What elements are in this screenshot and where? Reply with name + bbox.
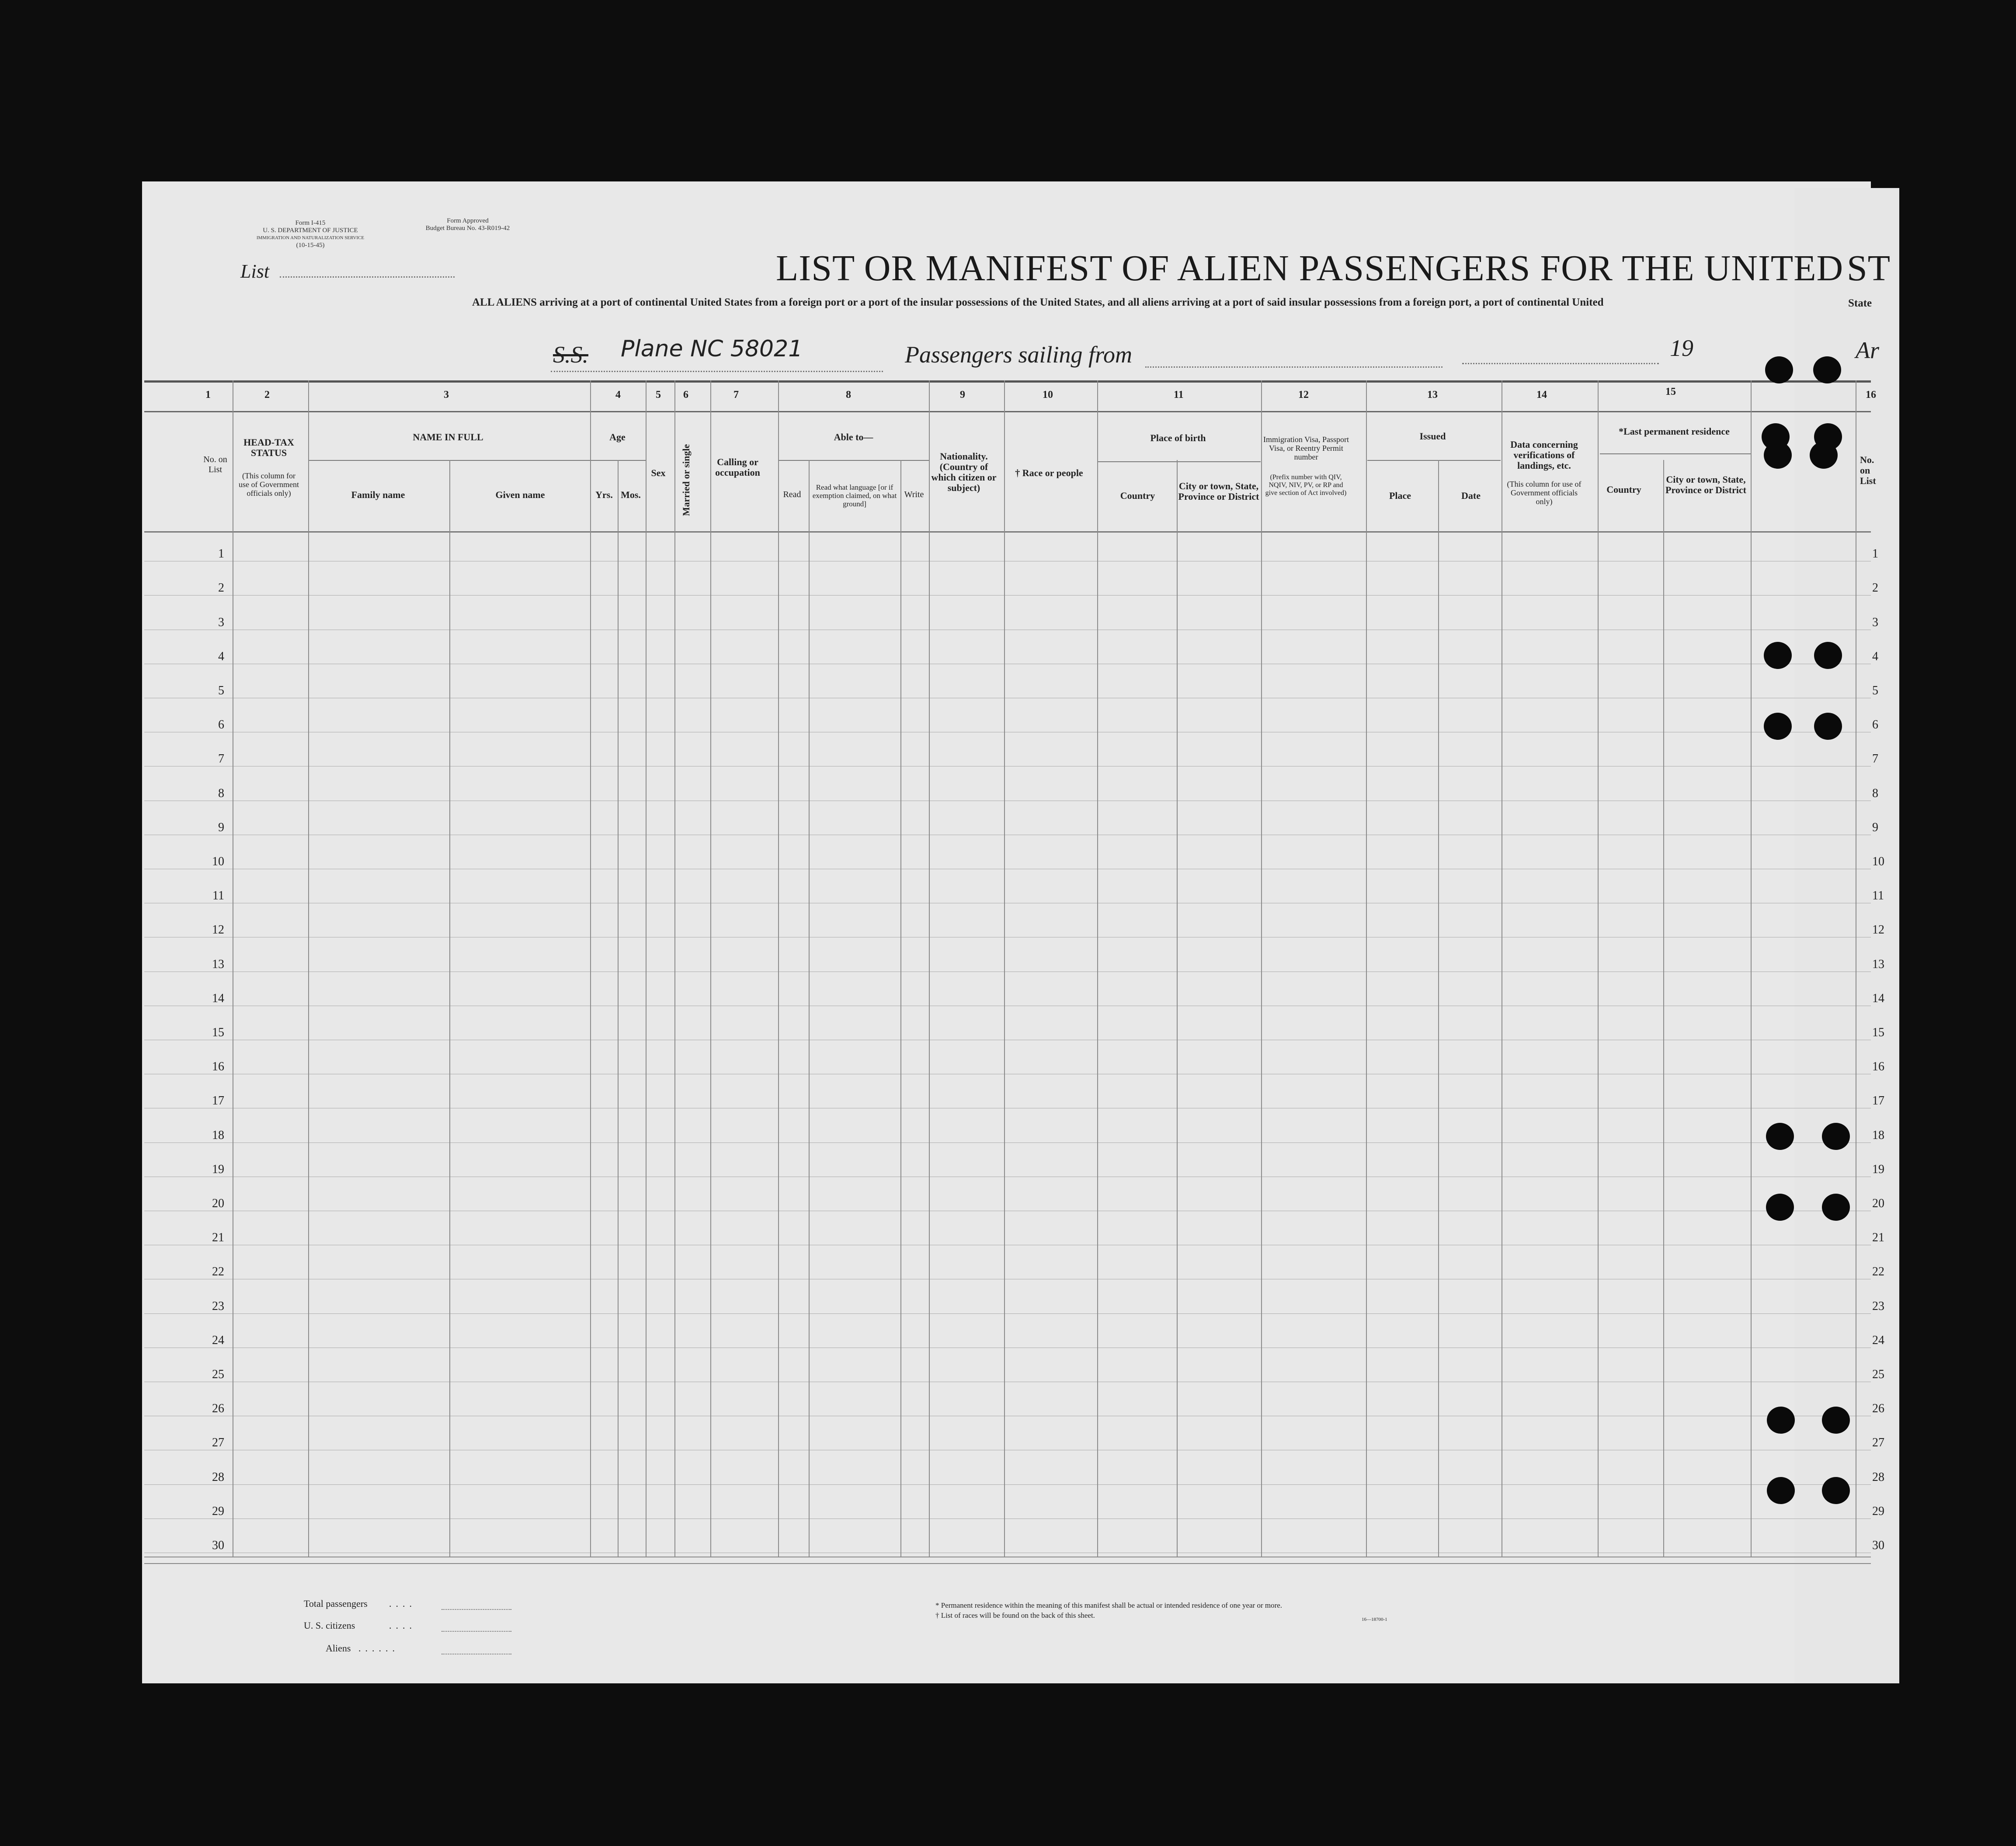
grid-rule — [308, 380, 309, 1557]
page-title-continued: ST — [1847, 248, 1891, 289]
heading-married-or-single: Married or single — [681, 444, 692, 516]
footer-aliens-dots: ...... — [358, 1643, 399, 1654]
grid-rule — [1663, 460, 1664, 1557]
punch-hole — [1767, 1407, 1795, 1434]
row-number: 16 — [212, 1060, 224, 1073]
row-number: 23 — [212, 1299, 224, 1313]
row-number: 30 — [212, 1539, 224, 1552]
grid-rule — [1751, 380, 1752, 1557]
heading-read-language: Read what language [or if exemption claimed, on what ground] — [812, 483, 897, 508]
budget-number: Budget Bureau No. 43-R019-42 — [425, 225, 510, 232]
heading-yrs: Yrs. — [595, 489, 613, 500]
footer-total-dots: .... — [389, 1598, 416, 1609]
grid-rule — [1600, 453, 1751, 454]
row-number: 27 — [212, 1436, 224, 1449]
list-label: List — [240, 261, 270, 282]
punch-hole — [1765, 356, 1793, 383]
row-number-right: 1 — [1872, 547, 1878, 561]
row-number: 6 — [218, 718, 224, 731]
row-number-right: 29 — [1872, 1505, 1884, 1518]
year-prefix: 19 — [1670, 335, 1693, 361]
punch-hole — [1767, 1477, 1795, 1504]
ss-label: S.S. — [553, 341, 588, 368]
footer-aliens-label: Aliens — [326, 1643, 351, 1654]
row-number: 18 — [212, 1128, 224, 1142]
heading-sex: Sex — [651, 467, 666, 478]
grid-rule — [1598, 380, 1599, 1557]
heading-able-to: Able to— — [834, 432, 873, 442]
list-number-line — [280, 276, 455, 278]
row-number: 3 — [218, 616, 224, 629]
punch-hole — [1764, 713, 1792, 740]
punch-hole — [1822, 1407, 1850, 1434]
row-number: 26 — [212, 1402, 224, 1415]
row-number: 8 — [218, 787, 224, 800]
row-number: 10 — [212, 855, 224, 868]
footer-citizens-dots: .... — [389, 1620, 416, 1631]
row-number-right: 5 — [1872, 684, 1878, 697]
row-number-right: 26 — [1872, 1402, 1884, 1415]
row-number-right: 15 — [1872, 1026, 1884, 1039]
col-num-8: 8 — [846, 389, 851, 401]
footer-total-line — [441, 1609, 511, 1610]
heading-name-in-full: NAME IN FULL — [413, 432, 483, 442]
heading-read: Read — [783, 490, 801, 499]
heading-last-residence: *Last permanent residence — [1619, 426, 1730, 437]
heading-no-on-list-right: No. on List — [1860, 454, 1876, 486]
punch-hole — [1766, 1194, 1794, 1221]
row-number: 21 — [212, 1231, 224, 1244]
col-num-3: 3 — [444, 389, 449, 401]
row-number-right: 19 — [1872, 1163, 1884, 1176]
approval-text: Form Approved — [447, 217, 489, 224]
row-number: 4 — [218, 650, 224, 663]
col-num-11: 11 — [1174, 389, 1184, 401]
page-subtitle-continued: State — [1848, 297, 1872, 309]
punch-hole — [1813, 356, 1841, 383]
row-number: 9 — [218, 821, 224, 834]
grid-rule — [674, 380, 675, 1557]
punch-hole — [1764, 642, 1792, 669]
row-number-right: 13 — [1872, 958, 1884, 971]
footer-print-code: 16—18700-1 — [1362, 1617, 1387, 1622]
row-number-right: 21 — [1872, 1231, 1884, 1244]
grid-rule — [900, 460, 901, 1557]
heading-head-tax: HEAD-TAX STATUS — [243, 437, 294, 458]
row-number-right: 30 — [1872, 1539, 1884, 1552]
grid-rule — [1366, 380, 1367, 1557]
punch-hole — [1814, 642, 1842, 669]
heading-write: Write — [904, 490, 924, 499]
grid-rule — [929, 380, 930, 1557]
grid-rule — [144, 531, 1871, 533]
col-num-15: 15 — [1665, 386, 1676, 397]
row-number-right: 10 — [1872, 855, 1884, 868]
row-number: 25 — [212, 1368, 224, 1381]
grid-rule — [1004, 380, 1005, 1557]
punch-hole — [1822, 1477, 1850, 1504]
heading-no-on-list: No. on List — [203, 455, 227, 474]
heading-race: † Race or people — [1015, 467, 1083, 478]
heading-visa: Immigration Visa, Passport Visa, or Reentry Permit number — [1263, 435, 1349, 461]
grid-rule — [778, 380, 779, 1557]
footer-note-races: † List of races will be found on the back of this sheet. — [935, 1611, 1095, 1620]
col-num-14: 14 — [1536, 389, 1547, 401]
row-number: 12 — [212, 923, 224, 937]
vessel-line — [551, 371, 883, 372]
grid-rule — [144, 1142, 1871, 1143]
grid-rule — [710, 380, 711, 1557]
grid-rule — [618, 460, 619, 1557]
col-num-12: 12 — [1298, 389, 1309, 401]
grid-rule — [144, 1313, 1871, 1314]
grid-rule — [1177, 460, 1178, 1557]
heading-calling: Calling or occupation — [715, 456, 760, 478]
footer-note-residence: * Permanent residence within the meaning of this manifest shall be actual or intended residence of one year or more. — [935, 1601, 1283, 1609]
grid-rule — [1367, 460, 1501, 461]
col-num-13: 13 — [1427, 389, 1438, 401]
grid-rule — [144, 380, 1871, 383]
footer-citizens-label: U. S. citizens — [304, 1620, 355, 1631]
row-number-right: 9 — [1872, 821, 1878, 834]
row-number: 14 — [212, 992, 224, 1005]
col-num-10: 10 — [1043, 389, 1053, 401]
row-number-right: 22 — [1872, 1265, 1884, 1278]
heading-data-concerning: Data concerning verifications of landings, etc. — [1510, 439, 1578, 471]
row-number-right: 18 — [1872, 1128, 1884, 1142]
page-title: LIST OR MANIFEST OF ALIEN PASSENGERS FOR THE UNITED — [776, 248, 1844, 289]
punch-hole — [1766, 1123, 1794, 1150]
heading-place-of-birth: Place of birth — [1150, 432, 1206, 443]
row-number-right: 24 — [1872, 1334, 1884, 1347]
row-number-right: 25 — [1872, 1368, 1884, 1381]
footer-total-label: Total passengers — [304, 1598, 368, 1609]
row-number-right: 8 — [1872, 787, 1878, 800]
sailing-port-line — [1145, 366, 1442, 368]
row-number: 24 — [212, 1334, 224, 1347]
page-subtitle: ALL ALIENS arriving at a port of continental United States from a foreign port or a port of the insular possessions of the United States, and all aliens arriving at a port of said insular possessions from a foreign port, a port of continental United — [472, 296, 1604, 308]
heading-head-tax-note: (This column for use of Government officials only) — [239, 471, 299, 498]
row-number: 13 — [212, 958, 224, 971]
punch-hole — [1810, 442, 1838, 469]
department-name: U. S. DEPARTMENT OF JUSTICE — [263, 227, 358, 234]
row-number: 7 — [218, 752, 224, 766]
sailing-date-line — [1462, 363, 1659, 364]
form-edition: (10-15-45) — [296, 242, 325, 249]
grid-rule — [590, 380, 591, 1557]
heading-visa-note: (Prefix number with QIV, NQIV, NIV, PV, or RP and give section of Act involved) — [1265, 474, 1347, 497]
service-name: IMMIGRATION AND NATURALIZATION SERVICE — [256, 235, 365, 240]
form-identifier — [236, 219, 385, 249]
heading-issued-place: Place — [1389, 490, 1411, 501]
row-number-right: 17 — [1872, 1094, 1884, 1108]
punch-hole — [1764, 442, 1792, 469]
col-num-7: 7 — [733, 389, 739, 401]
heading-issued-date: Date — [1461, 490, 1481, 501]
arrival-label-fragment: Ar — [1856, 337, 1879, 363]
row-number-right: 6 — [1872, 718, 1878, 731]
heading-residence-country: Country — [1606, 484, 1641, 495]
row-number: 5 — [218, 684, 224, 697]
heading-age: Age — [609, 432, 626, 442]
row-number-right: 3 — [1872, 616, 1878, 629]
grid-rule — [144, 411, 1871, 412]
heading-family-name: Family name — [351, 489, 405, 500]
col-num-9: 9 — [960, 389, 965, 401]
heading-nationality: Nationality. (Country of which citizen or subject) — [931, 451, 997, 493]
row-number-right: 23 — [1872, 1299, 1884, 1313]
row-number-right: 20 — [1872, 1197, 1884, 1210]
grid-rule — [144, 1563, 1871, 1564]
row-number-right: 28 — [1872, 1470, 1884, 1484]
col-num-4: 4 — [615, 389, 621, 401]
punch-hole — [1814, 713, 1842, 740]
manifest-sheet — [142, 181, 1871, 1683]
row-number-right: 27 — [1872, 1436, 1884, 1449]
heading-birth-country: Country — [1120, 490, 1155, 501]
form-number: Form I-415 — [295, 219, 326, 226]
heading-data-note: (This column for use of Government officials only) — [1507, 480, 1582, 506]
row-number: 11 — [212, 889, 224, 902]
row-number: 2 — [218, 581, 224, 595]
col-num-16: 16 — [1866, 389, 1876, 401]
heading-residence-city: City or town, State, Province or District — [1665, 474, 1746, 495]
row-number-right: 16 — [1872, 1060, 1884, 1073]
col-num-2: 2 — [264, 389, 270, 401]
row-number: 29 — [212, 1505, 224, 1518]
grid-rule — [144, 595, 1871, 596]
row-number-right: 11 — [1872, 889, 1884, 902]
heading-given-name: Given name — [495, 489, 545, 500]
row-number: 17 — [212, 1094, 224, 1108]
form-approval — [402, 217, 533, 232]
grid-rule — [1097, 380, 1098, 1557]
heading-mos: Mos. — [621, 489, 641, 500]
col-num-5: 5 — [656, 389, 661, 401]
punch-hole — [1822, 1123, 1850, 1150]
row-number-right: 14 — [1872, 992, 1884, 1005]
heading-birth-city: City or town, State, Province or District — [1178, 481, 1259, 502]
heading-issued: Issued — [1419, 431, 1446, 442]
row-number: 15 — [212, 1026, 224, 1039]
grid-rule — [1438, 460, 1439, 1557]
row-number: 28 — [212, 1470, 224, 1484]
vessel-name: Plane NC 58021 — [621, 336, 803, 362]
grid-rule — [779, 460, 930, 461]
row-number-right: 7 — [1872, 752, 1878, 766]
grid-rule — [809, 460, 810, 1557]
grid-rule — [1261, 380, 1262, 1557]
row-number: 1 — [218, 547, 224, 561]
row-number: 19 — [212, 1163, 224, 1176]
grid-rule — [1098, 461, 1261, 462]
row-number: 20 — [212, 1197, 224, 1210]
row-number-right: 2 — [1872, 581, 1878, 595]
sailing-label: Passengers sailing from — [905, 341, 1133, 368]
footer-citizens-line — [441, 1631, 511, 1632]
punch-hole — [1822, 1194, 1850, 1221]
col-num-6: 6 — [683, 389, 688, 401]
col-num-1: 1 — [205, 389, 211, 401]
grid-rule — [646, 380, 647, 1557]
row-number: 22 — [212, 1265, 224, 1278]
row-number-right: 4 — [1872, 650, 1878, 663]
grid-rule — [144, 1484, 1871, 1485]
row-number-right: 12 — [1872, 923, 1884, 937]
grid-rule — [449, 460, 450, 1557]
